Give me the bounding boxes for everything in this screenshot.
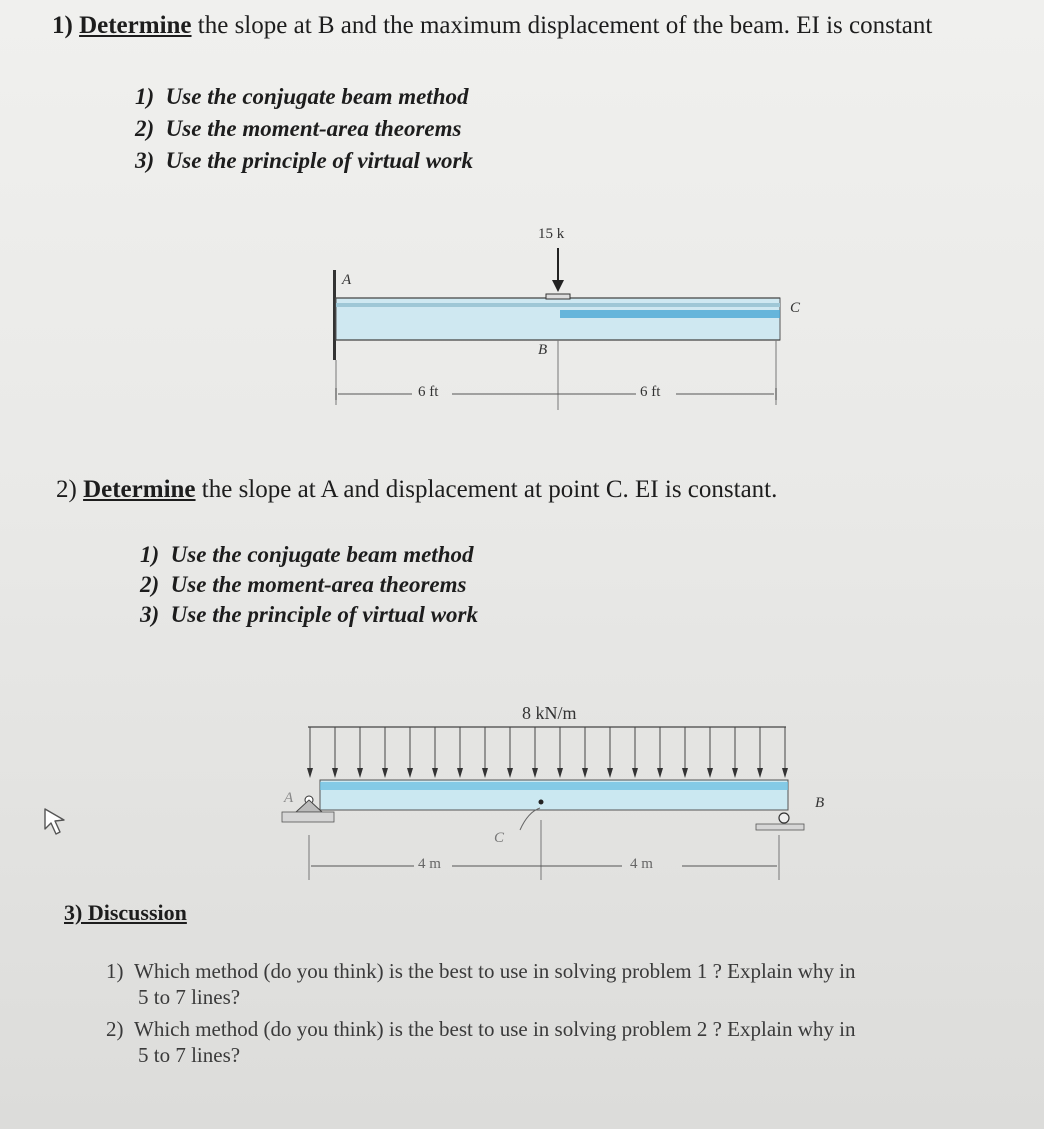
problem1-keyword: Determine	[79, 12, 192, 39]
load-arrow-head	[682, 768, 688, 778]
problem2-heading	[56, 476, 777, 504]
load-arrow-head	[457, 768, 463, 778]
point-c-label-1: C	[790, 300, 801, 316]
problem1-method-2: 2) Use the moment-area theorems	[135, 116, 462, 141]
load-arrow-head	[607, 768, 613, 778]
load-arrow-head	[732, 768, 738, 778]
problem1-text: the slope at B and the maximum displacement of the beam. EI is constant	[191, 12, 933, 39]
load-arrow-head	[432, 768, 438, 778]
point-b-label-1: B	[538, 342, 548, 358]
load-arrow-head	[407, 768, 413, 778]
problem2-number: 2)	[56, 476, 77, 503]
point-a-label-2: A	[284, 790, 294, 806]
roller-support-b	[779, 813, 789, 823]
dim-left-label-2: 4 m	[418, 856, 441, 872]
load-arrow-head	[507, 768, 513, 778]
problem1-method-1: 1) Use the conjugate beam method	[135, 84, 469, 109]
load-label-15k: 15 k	[538, 226, 565, 242]
load-arrow-head	[582, 768, 588, 778]
load-arrow-head	[532, 768, 538, 778]
problem2-method-2: 2) Use the moment-area theorems	[140, 572, 467, 597]
discussion-item-2: 2) Which method (do you think) is the best to use in solving problem 2 ? Explain why in 5 to 7 lines?	[106, 1017, 856, 1067]
point-b-label-2: B	[815, 795, 825, 811]
problem1-number: 1)	[52, 12, 73, 39]
point-c-label-2: C	[494, 830, 505, 846]
load-arrow-head	[357, 768, 363, 778]
load-arrow-head	[707, 768, 713, 778]
dim-right-label-1: 6 ft	[640, 384, 661, 400]
problem2-method-1: 1) Use the conjugate beam method	[140, 542, 474, 567]
problem2-method-3: 3) Use the principle of virtual work	[140, 602, 478, 627]
problem2-text: the slope at A and displacement at point C. EI is constant.	[195, 476, 778, 503]
problem1-method-3: 3) Use the principle of virtual work	[135, 148, 473, 173]
mouse-pointer-icon	[42, 806, 68, 836]
load-arrow-head	[782, 768, 788, 778]
load-arrow-head	[382, 768, 388, 778]
discussion-heading: 3) Discussion	[64, 900, 187, 925]
load-arrow-head	[332, 768, 338, 778]
dim-left-label-1: 6 ft	[418, 384, 439, 400]
load-arrow-head	[757, 768, 763, 778]
load-arrow-head	[307, 768, 313, 778]
dim-right-label-2: 4 m	[630, 856, 653, 872]
load-label-8knm: 8 kN/m	[522, 703, 577, 723]
load-arrow-head	[482, 768, 488, 778]
load-arrow-head	[632, 768, 638, 778]
discussion-item-1: 1) Which method (do you think) is the best to use in solving problem 1 ? Explain why in 5 to 7 lines?	[106, 959, 856, 1009]
load-arrow-head	[657, 768, 663, 778]
load-arrow-head	[557, 768, 563, 778]
point-a-label-1: A	[342, 272, 352, 288]
problem2-keyword: Determine	[83, 476, 196, 503]
distributed-load-arrows	[307, 727, 788, 778]
